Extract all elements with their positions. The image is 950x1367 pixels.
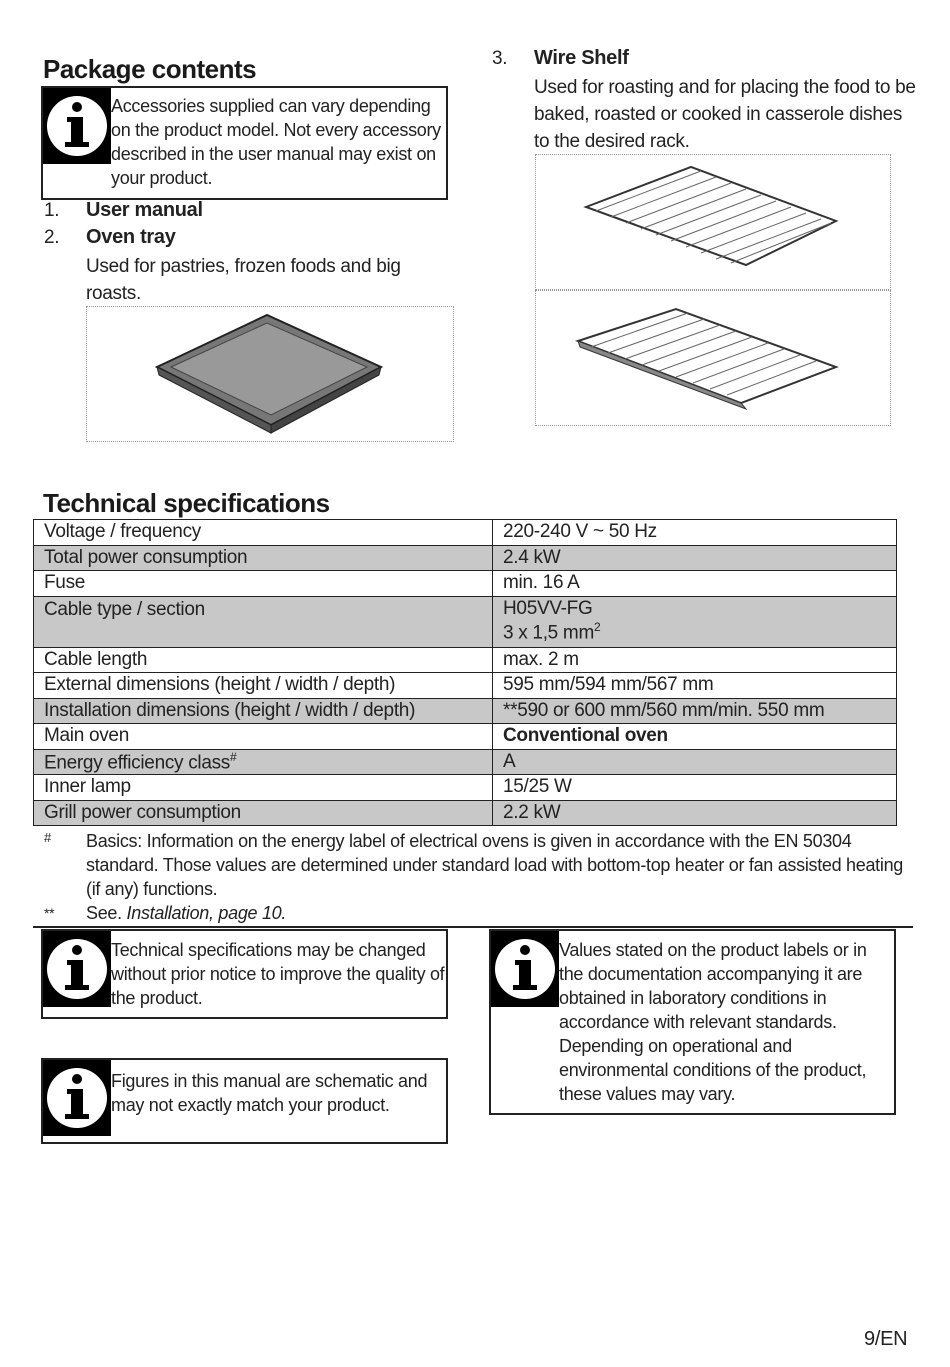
divider xyxy=(33,926,913,928)
item-number: 3. xyxy=(492,48,508,69)
info-text: Values stated on the product labels or in the documentation accompanying it are obtained in laboratory conditions in accordance with relevant standards. Depending on operational and environmental conditions of the product, these values may vary. xyxy=(559,940,867,1104)
spec-value: 15/25 W xyxy=(493,775,897,801)
spec-value: 2.4 kW xyxy=(493,545,897,571)
item-desc-oven-tray: Used for pastries, frozen foods and big roasts. xyxy=(86,256,401,304)
table-row xyxy=(34,647,897,673)
table-row xyxy=(34,800,897,826)
spec-value: max. 2 m xyxy=(493,647,897,673)
item-title-oven-tray: Oven tray xyxy=(86,226,176,248)
info-note-figures xyxy=(41,1058,448,1144)
spec-value: 595 mm/594 mm/567 mm xyxy=(493,673,897,699)
package-contents-heading: Package contents xyxy=(43,54,257,84)
info-text: Technical specifications may be changed without prior notice to improve the quality of the product. xyxy=(111,940,445,1008)
spec-label: Total power consumption xyxy=(34,545,493,571)
table-row xyxy=(34,673,897,699)
spec-label: Inner lamp xyxy=(34,775,493,801)
page-number: 9/EN xyxy=(864,1328,908,1350)
item-number: 2. xyxy=(44,227,60,248)
spec-value-line2 xyxy=(503,620,896,644)
spec-label xyxy=(34,749,493,775)
table-row xyxy=(34,724,897,750)
spec-value: 2.2 kW xyxy=(493,800,897,826)
spec-label: Cable type / section xyxy=(34,596,493,647)
info-text: Figures in this manual are schematic and may not exactly match your product. xyxy=(111,1071,428,1115)
spec-value-text: 3 x 1,5 mm xyxy=(503,622,594,644)
table-row xyxy=(34,545,897,571)
table-row xyxy=(34,698,897,724)
info-icon xyxy=(43,88,111,164)
spec-label: Grill power consumption xyxy=(34,800,493,826)
item-desc-wire-shelf: Used for roasting and for placing the food to be baked, roasted or cooked in casserole dishes to the desired rack. xyxy=(534,77,916,152)
spec-value: **590 or 600 mm/560 mm/min. 550 mm xyxy=(493,698,897,724)
spec-label: Fuse xyxy=(34,571,493,597)
spec-table xyxy=(33,519,897,826)
spec-value: A xyxy=(493,749,897,775)
wire-shelf-image-top xyxy=(535,154,891,290)
footnote-see xyxy=(86,901,286,925)
spec-value: 220-240 V ~ 50 Hz xyxy=(493,520,897,546)
spec-value-line1: H05VV-FG xyxy=(503,598,593,620)
footnote-prefix: See. xyxy=(86,903,122,923)
spec-value xyxy=(493,596,897,647)
oven-tray-image xyxy=(86,306,454,442)
technical-specifications-heading: Technical specifications xyxy=(43,488,330,518)
info-note-accessories xyxy=(41,86,448,200)
spec-label: Voltage / frequency xyxy=(34,520,493,546)
table-row xyxy=(34,596,897,647)
info-note-specs-change xyxy=(41,929,448,1019)
item-title-wire-shelf: Wire Shelf xyxy=(534,47,629,69)
item-number: 1. xyxy=(44,200,60,221)
table-row xyxy=(34,775,897,801)
item-title-user-manual: User manual xyxy=(86,199,203,221)
spec-label: Cable length xyxy=(34,647,493,673)
table-row xyxy=(34,520,897,546)
info-icon xyxy=(491,931,559,1007)
installation-reference-link[interactable]: Installation, page 10. xyxy=(126,903,287,923)
footnote-mark: # xyxy=(44,830,51,845)
info-note-values xyxy=(489,929,896,1115)
footnote-energy: Basics: Information on the energy label of electrical ovens is given in accordance with the EN 50304 standard. Those values are determined under standard load with bottom-top heater or fan assisted heating (if any) functions. xyxy=(86,831,903,899)
spec-value: min. 16 A xyxy=(493,571,897,597)
superscript: # xyxy=(230,749,237,764)
table-row xyxy=(34,749,897,775)
spec-label: External dimensions (height / width / depth) xyxy=(34,673,493,699)
info-icon xyxy=(43,931,111,1007)
info-icon xyxy=(43,1060,111,1136)
table-row xyxy=(34,571,897,597)
info-text: Accessories supplied can vary depending on the product model. Not every accessory described in the user manual may exist on your product. xyxy=(111,96,441,188)
wire-shelf-image-bottom xyxy=(535,290,891,426)
spec-label: Installation dimensions (height / width / depth) xyxy=(34,698,493,724)
spec-label-text: Energy efficiency class xyxy=(44,751,231,773)
spec-label: Main oven xyxy=(34,724,493,750)
spec-value: Conventional oven xyxy=(493,724,897,750)
footnote-mark: ** xyxy=(44,905,55,921)
superscript: 2 xyxy=(593,620,601,635)
